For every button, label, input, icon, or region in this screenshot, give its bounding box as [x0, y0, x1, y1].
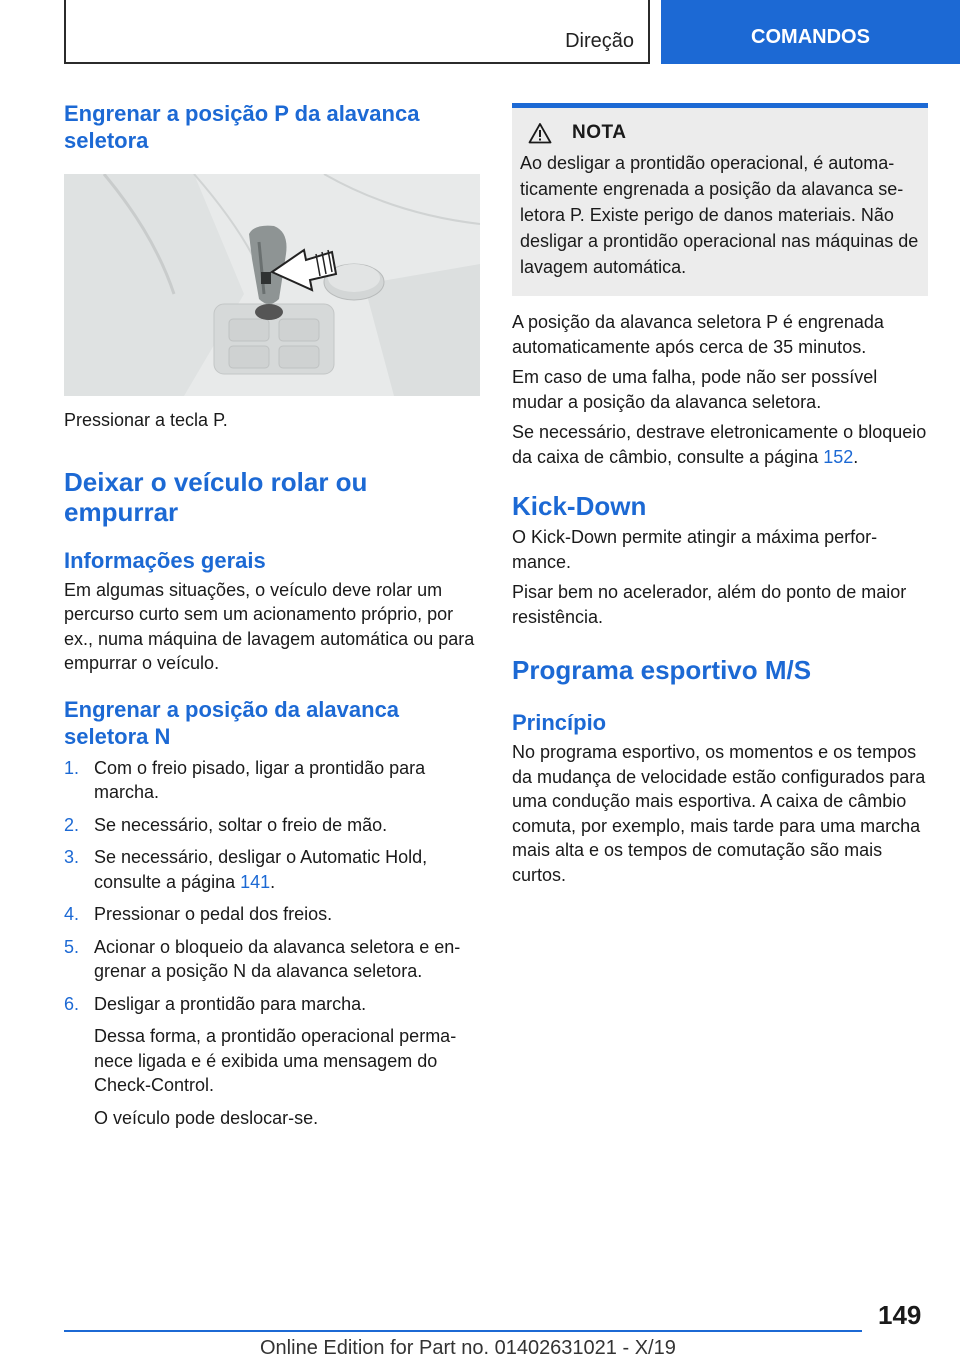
heading-engage-p: Engrenar a posição P da alavanca seletora [64, 101, 420, 153]
list-item [64, 902, 482, 927]
step-text-end: . [270, 871, 276, 892]
right-column [512, 103, 930, 887]
footer-divider [64, 1330, 862, 1332]
footer-edition: Online Edition for Part no. 01402631021 - X/19 [260, 1337, 676, 1359]
note-box [512, 103, 928, 296]
heading-general-info: Informações gerais [64, 547, 266, 573]
step-6-detail: Dessa forma, a prontidão operacional permanece ligada e é exibida uma mensagem do Check-Control. [94, 1026, 457, 1095]
paragraph-fault: Em caso de uma falha, pode não ser possível mudar a posição da alavanca seletora. [512, 367, 878, 412]
step-text: Desligar a prontidão para marcha. [94, 993, 367, 1014]
paragraph-general-info: Em algumas situações, o veículo deve rolar um percurso curto sem um acionamento próprio, por ex., numa máquina de lavagem automática ou para empurrar o veículo. [64, 579, 475, 673]
left-column [64, 100, 482, 1138]
step-text: Se necessário, soltar o freio de mão. [94, 814, 388, 835]
list-item [64, 813, 482, 838]
step-number: 5. [64, 936, 80, 957]
heading-principle: Princípio [512, 710, 607, 735]
step-number: 3. [64, 847, 80, 867]
paragraph-unlock-text: Se necessário, destrave eletronicamente o bloqueio da caixa de câmbio, consulte a página [512, 422, 927, 467]
gear-selector-figure [64, 174, 480, 396]
list-item [64, 845, 482, 894]
step-6-result: O veículo pode deslocar-se. [94, 1107, 319, 1128]
header-section-box [64, 0, 650, 64]
header-section-title: Direção [565, 30, 634, 52]
list-item [64, 992, 482, 1131]
paragraph-principle: No programa esportivo, os momentos e os tempos da mudança de velocidade estão configurados para uma condução mais esportiva. A caixa de câmbio comuta, por exemplo, mais tarde para uma marcha mais alta e os tempos de comutação são mais curtos. [512, 742, 926, 885]
steps-list [64, 756, 482, 1131]
step-number: 1. [64, 757, 80, 778]
list-item [64, 935, 482, 984]
paragraph-unlock-end: . [853, 446, 859, 467]
header-chapter-tab[interactable]: COMANDOS [661, 0, 960, 64]
gear-selector-illustration [64, 174, 480, 396]
figure-caption: Pressionar a tecla P. [64, 410, 228, 430]
step-text: Acionar o bloqueio da alavanca seletora e engrenar a posição N da alavanca seletora. [94, 936, 461, 981]
list-item [64, 756, 482, 805]
paragraph-kick-1: O Kick-Down permite atingir a máxima performance. [512, 527, 878, 572]
page-number: 149 [878, 1300, 922, 1330]
paragraph-kick-2: Pisar bem no acelerador, além do ponto de maior resistência. [512, 582, 907, 627]
step-number: 6. [64, 993, 80, 1014]
note-header [528, 122, 920, 144]
step-number: 4. [64, 904, 80, 924]
step-number: 2. [64, 814, 80, 835]
heading-sport-program: Programa esportivo M/S [512, 655, 812, 685]
step-text: Se necessário, desligar o Automatic Hold, consulte a página [94, 847, 428, 892]
step-text: Pressionar o pedal dos freios. [94, 904, 333, 924]
paragraph-auto-engage: A posição da alavanca seletora P é engrenada automaticamente após cerca de 35 minutos. [512, 312, 884, 357]
heading-engage-n: Engrenar a posição da alavanca seletora N [64, 696, 400, 749]
heading-roll-push: Deixar o veículo rolar ou empurrar [64, 466, 368, 527]
page-link-141[interactable]: 141 [240, 871, 271, 892]
note-title: NOTA [572, 122, 627, 143]
page-link-152[interactable]: 152 [823, 446, 854, 467]
heading-kick-down: Kick-Down [512, 491, 647, 521]
paragraph-unlock [512, 420, 930, 469]
note-body: Ao desligar a prontidão operacional, é automaticamente engrenada a posição da alavanca seletora P. Existe perigo de danos materiais. Não desligar a prontidão operacional nas máquinas de lavagem automática. [520, 153, 919, 277]
step-text: Com o freio pisado, ligar a prontidão para marcha. [94, 757, 426, 802]
warning-icon [528, 122, 552, 144]
